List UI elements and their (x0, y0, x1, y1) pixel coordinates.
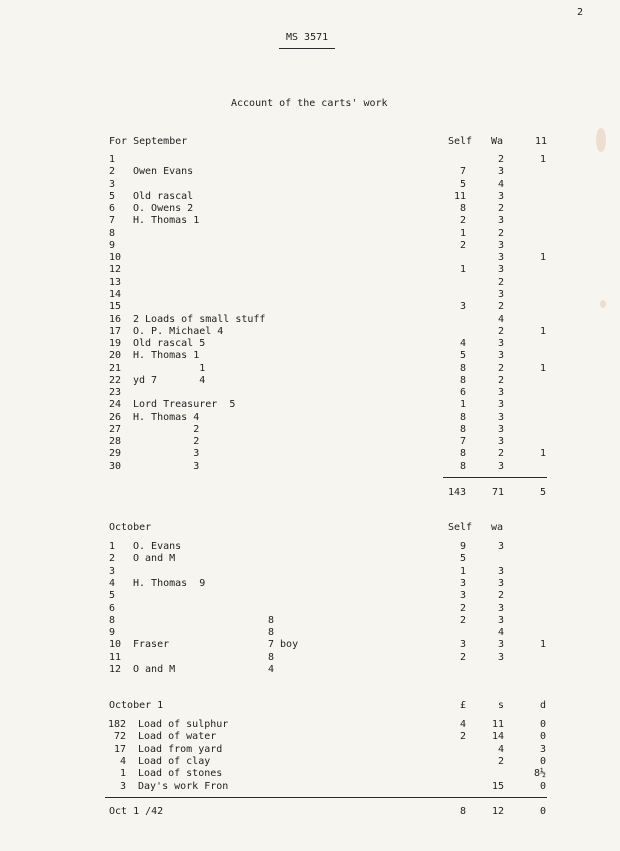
row-description: Owen Evans (133, 166, 194, 177)
oct1-row-shillings: 11 (491, 719, 504, 730)
oct-row-mid-value: 7 boy (268, 639, 299, 650)
oct-row-day: 9 (109, 627, 116, 638)
oct-row-self: 9 (459, 541, 466, 552)
row-description: H. Thomas 1 (133, 350, 200, 361)
ms-underline (279, 48, 335, 49)
oct-row-day: 6 (109, 603, 116, 614)
oct1-row-description: Load of sulphur (138, 719, 229, 730)
oct1-row-description: Load from yard (138, 744, 223, 755)
oct1-row-pounds: 4 (459, 719, 466, 730)
row-self: 8 (459, 412, 466, 423)
row-wa: 3 (497, 436, 504, 447)
row-self: 5 (459, 179, 466, 190)
row-wa: 3 (497, 289, 504, 300)
row-day: 10 (109, 252, 122, 263)
row-day: 21 (109, 363, 122, 374)
oct-row-self: 3 (459, 639, 466, 650)
row-day: 23 (109, 387, 122, 398)
row-day: 7 (109, 215, 116, 226)
row-description: O. Owens 2 (133, 203, 194, 214)
row-day: 29 (109, 448, 122, 459)
row-description: Old rascal 5 (133, 338, 206, 349)
october1-total-pounds: 8 (459, 806, 466, 817)
row-self: 8 (459, 363, 466, 374)
row-wa: 3 (497, 350, 504, 361)
col-header-pence: d (539, 700, 546, 711)
row-wa: 2 (497, 363, 504, 374)
row-self: 8 (459, 375, 466, 386)
row-wa: 3 (497, 215, 504, 226)
row-col-11: 1 (539, 448, 546, 459)
oct-row-description: H. Thomas 9 (133, 578, 206, 589)
oct1-row-pence: 0 (539, 756, 546, 767)
october1-total-shillings: 12 (491, 806, 504, 817)
row-day: 2 (109, 166, 116, 177)
oct-row-day: 2 (109, 553, 116, 564)
stain-mark (600, 300, 606, 308)
oct1-row-quantity: 3 (119, 781, 126, 792)
stain-mark (596, 128, 606, 152)
oct-row-day: 8 (109, 615, 116, 626)
oct1-row-quantity: 1 (119, 768, 126, 779)
row-day: 19 (109, 338, 122, 349)
row-self: 2 (459, 240, 466, 251)
oct-row-wa: 3 (497, 639, 504, 650)
row-self: 8 (459, 448, 466, 459)
row-day: 8 (109, 228, 116, 239)
page-title: Account of the carts' work (231, 98, 388, 109)
row-self: 1 (459, 228, 466, 239)
row-day: 6 (109, 203, 116, 214)
oct-row-self: 2 (459, 615, 466, 626)
row-wa: 4 (497, 179, 504, 190)
oct-row-self: 2 (459, 603, 466, 614)
col-header-wa: Wa (491, 136, 504, 147)
oct1-row-quantity: 72 (113, 731, 126, 742)
row-day: 16 (109, 314, 122, 325)
row-description: 1 (133, 363, 206, 374)
row-wa: 3 (497, 412, 504, 423)
oct-col-header-wa: wa (491, 522, 504, 533)
oct-row-day: 10 (109, 639, 122, 650)
row-day: 24 (109, 399, 122, 410)
row-wa: 2 (497, 228, 504, 239)
oct-row-wa: 3 (497, 566, 504, 577)
row-day: 28 (109, 436, 122, 447)
row-day: 17 (109, 326, 122, 337)
row-day: 22 (109, 375, 122, 386)
oct1-row-pounds: 2 (459, 731, 466, 742)
september-total-11: 5 (539, 487, 546, 498)
row-wa: 2 (497, 301, 504, 312)
oct1-row-description: Load of stones (138, 768, 223, 779)
row-day: 9 (109, 240, 116, 251)
row-wa: 3 (497, 387, 504, 398)
oct1-row-description: Load of clay (138, 756, 211, 767)
row-day: 15 (109, 301, 122, 312)
row-col-11: 1 (539, 154, 546, 165)
oct-row-self: 5 (459, 553, 466, 564)
oct-row-self: 2 (459, 652, 466, 663)
oct-row-wa: 3 (497, 652, 504, 663)
row-description: 2 (133, 424, 200, 435)
oct1-row-pence: 3 (539, 744, 546, 755)
oct-row-wa: 3 (497, 615, 504, 626)
row-wa: 4 (497, 314, 504, 325)
october1-heading: October 1 (109, 700, 164, 711)
row-wa: 2 (497, 277, 504, 288)
row-description: 2 Loads of small stuff (133, 314, 266, 325)
october1-total-pence: 0 (539, 806, 546, 817)
oct1-row-pence: 0 (539, 731, 546, 742)
oct-row-description: O. Evans (133, 541, 182, 552)
oct-row-mid-value: 8 (268, 615, 275, 626)
col-header-shillings: s (497, 700, 504, 711)
row-self: 5 (459, 350, 466, 361)
row-day: 26 (109, 412, 122, 423)
oct-row-day: 5 (109, 590, 116, 601)
row-day: 13 (109, 277, 122, 288)
row-self: 8 (459, 203, 466, 214)
row-self: 1 (459, 399, 466, 410)
oct1-row-description: Day's work Fron (138, 781, 229, 792)
oct-row-self: 3 (459, 578, 466, 589)
row-self: 6 (459, 387, 466, 398)
row-description: 2 (133, 436, 200, 447)
oct-row-description: O and M (133, 553, 176, 564)
row-self: 7 (459, 166, 466, 177)
oct1-row-shillings: 15 (491, 781, 504, 792)
oct1-row-quantity: 17 (113, 744, 126, 755)
oct-row-wa: 4 (497, 627, 504, 638)
oct1-row-quantity: 4 (119, 756, 126, 767)
oct-row-self: 1 (459, 566, 466, 577)
october1-total-label: Oct 1 /42 (109, 806, 164, 817)
oct-row-description: Fraser (133, 639, 170, 650)
row-self: 8 (459, 461, 466, 472)
oct1-row-quantity: 182 (107, 719, 126, 730)
oct-row-day: 1 (109, 541, 116, 552)
oct-row-description: O and M (133, 664, 176, 675)
row-self: 3 (459, 301, 466, 312)
oct-row-wa: 3 (497, 578, 504, 589)
row-day: 20 (109, 350, 122, 361)
oct1-row-pence: 0 (539, 781, 546, 792)
october-heading: October (109, 522, 152, 533)
row-day: 12 (109, 264, 122, 275)
row-col-11: 1 (539, 326, 546, 337)
oct-row-self: 3 (459, 590, 466, 601)
oct1-row-pence: 0 (539, 719, 546, 730)
oct-col-header-self: Self (448, 522, 473, 533)
september-heading: For September (109, 136, 188, 147)
row-description: 3 (133, 448, 200, 459)
row-description: yd 7 4 (133, 375, 206, 386)
oct-row-wa: 2 (497, 590, 504, 601)
oct-row-day: 4 (109, 578, 116, 589)
oct-row-day: 11 (109, 652, 122, 663)
row-self: 7 (459, 436, 466, 447)
row-wa: 3 (497, 252, 504, 263)
row-self: 8 (459, 424, 466, 435)
row-day: 5 (109, 191, 116, 202)
row-wa: 2 (497, 154, 504, 165)
oct-row-mid-value: 8 (268, 652, 275, 663)
row-description: 3 (133, 461, 200, 472)
oct-row-mid-value: 4 (268, 664, 275, 675)
row-wa: 3 (497, 338, 504, 349)
oct-row-day: 3 (109, 566, 116, 577)
row-wa: 3 (497, 240, 504, 251)
row-day: 30 (109, 461, 122, 472)
row-wa: 3 (497, 399, 504, 410)
row-day: 1 (109, 154, 116, 165)
row-wa: 3 (497, 191, 504, 202)
row-self: 11 (453, 191, 466, 202)
ms-reference: MS 3571 (286, 32, 329, 43)
oct-row-col-3: 1 (539, 639, 546, 650)
oct1-row-shillings: 14 (491, 731, 504, 742)
row-wa: 3 (497, 461, 504, 472)
row-col-11: 1 (539, 252, 546, 263)
row-wa: 2 (497, 448, 504, 459)
oct1-row-shillings: 2 (497, 756, 504, 767)
page-number: 2 (577, 7, 584, 18)
row-wa: 3 (497, 264, 504, 275)
row-description: Lord Treasurer 5 (133, 399, 236, 410)
row-wa: 2 (497, 375, 504, 386)
oct-row-wa: 3 (497, 603, 504, 614)
september-total-rule (443, 477, 547, 478)
col-header-self: Self (448, 136, 473, 147)
row-description: H. Thomas 1 (133, 215, 200, 226)
october1-total-rule (105, 797, 547, 798)
row-self: 1 (459, 264, 466, 275)
september-total-self: 143 (447, 487, 466, 498)
row-day: 27 (109, 424, 122, 435)
oct1-row-pence: 8½ (533, 768, 546, 779)
september-total-wa: 71 (491, 487, 504, 498)
row-day: 14 (109, 289, 122, 300)
col-header-11: 11 (535, 136, 548, 147)
row-day: 3 (109, 179, 116, 190)
oct-row-mid-value: 8 (268, 627, 275, 638)
col-header-pounds: £ (459, 700, 466, 711)
row-description: Old rascal (133, 191, 194, 202)
row-col-11: 1 (539, 363, 546, 374)
oct1-row-description: Load of water (138, 731, 217, 742)
row-wa: 3 (497, 166, 504, 177)
row-wa: 2 (497, 203, 504, 214)
oct-row-day: 12 (109, 664, 122, 675)
row-self: 2 (459, 215, 466, 226)
row-self: 4 (459, 338, 466, 349)
row-description: H. Thomas 4 (133, 412, 200, 423)
oct-row-wa: 3 (497, 541, 504, 552)
row-wa: 3 (497, 424, 504, 435)
row-description: O. P. Michael 4 (133, 326, 224, 337)
oct1-row-shillings: 4 (497, 744, 504, 755)
row-wa: 2 (497, 326, 504, 337)
